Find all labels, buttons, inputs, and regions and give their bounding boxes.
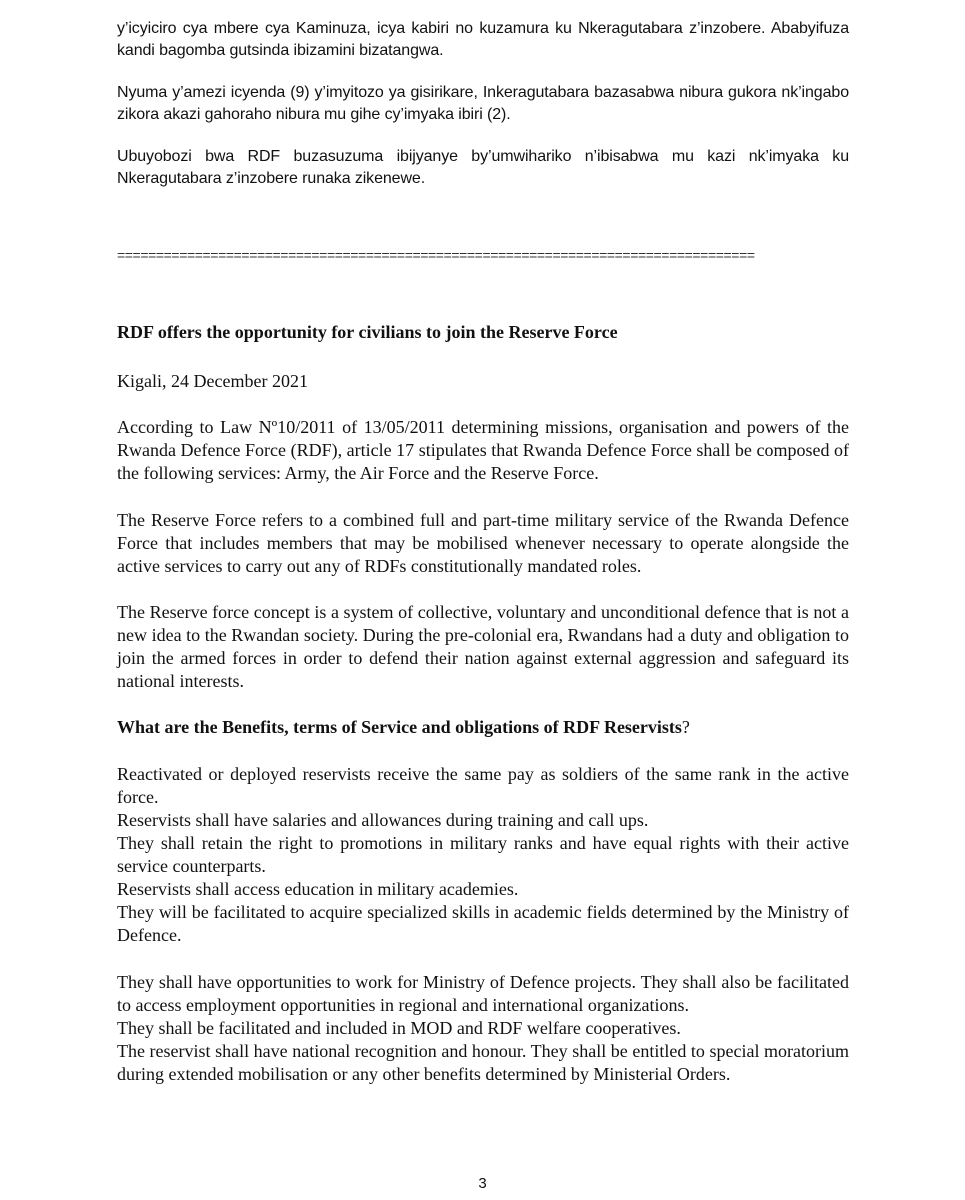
- kinyarwanda-paragraph-1: y’icyiciro cya mbere cya Kaminuza, icya kabiri no kuzamura ku Nkeragutabara z’inzobere. Ababyifuza kandi bagomba gutsinda ibizamini bizatangwa.: [117, 20, 849, 59]
- list-item: The reservist shall have national recognition and honour. They shall be entitled to special moratorium during extended mobilisation or any other benefits determined by Ministerial Orders.: [117, 1041, 849, 1084]
- benefits-heading-text: What are the Benefits, terms of Service and obligations of RDF Reservists: [117, 717, 682, 737]
- english-paragraph-1: According to Law Nº10/2011 of 13/05/2011 determining missions, organisation and powers of the Rwanda Defence Force (RDF), article 17 stipulates that Rwanda Defence Force shall be composed of the following services: Army, the Air Force and the Reserve Force.: [117, 417, 849, 483]
- benefits-list-2: [117, 971, 849, 1086]
- dateline: Kigali, 24 December 2021: [117, 371, 308, 391]
- english-paragraph-2: The Reserve Force refers to a combined full and part-time military service of the Rwanda Defence Force that includes members that may be mobilised whenever necessary to operate alongside the active services to carry out any of RDFs constitutionally mandated roles.: [117, 510, 849, 576]
- page-number: 3: [478, 1175, 487, 1192]
- kinyarwanda-paragraph-2: Nyuma y’amezi icyenda (9) y’imyitozo ya gisirikare, Inkeragutabara bazasabwa nibura gukora nk’ingabo zikora akazi gahoraho nibura mu gihe cy’imyaka ibiri (2).: [117, 84, 849, 123]
- list-item: They will be facilitated to acquire specialized skills in academic fields determined by the Ministry of Defence.: [117, 902, 849, 945]
- kinyarwanda-paragraph-3: Ubuyobozi bwa RDF buzasuzuma ibijyanye by’umwihariko n’ibisabwa mu kazi nk’imyaka ku Nkeragutabara z’inzobere runaka zikenewe.: [117, 148, 849, 187]
- list-item: They shall have opportunities to work for Ministry of Defence projects. They shall also be facilitated to access employment opportunities in regional and international organizations.: [117, 972, 849, 1015]
- list-item: They shall be facilitated and included in MOD and RDF welfare cooperatives.: [117, 1018, 681, 1038]
- article-title: RDF offers the opportunity for civilians to join the Reserve Force: [117, 322, 618, 342]
- benefits-heading-mark: ?: [681, 717, 690, 737]
- benefits-heading: [117, 716, 849, 739]
- list-item: Reservists shall access education in military academies.: [117, 879, 519, 899]
- list-item: Reactivated or deployed reservists receive the same pay as soldiers of the same rank in the active force.: [117, 764, 849, 807]
- english-paragraph-3: The Reserve force concept is a system of collective, voluntary and unconditional defence that is not a new idea to the Rwandan society. During the pre-colonial era, Rwandans had a duty and obligation to join the armed forces in order to defend their nation against external aggression and safeguard its national interests.: [117, 602, 849, 691]
- benefits-list-1: [117, 763, 849, 947]
- section-separator: ==================================================================================: [117, 247, 755, 263]
- list-item: Reservists shall have salaries and allowances during training and call ups.: [117, 810, 649, 830]
- list-item: They shall retain the right to promotions in military ranks and have equal rights with their active service counterparts.: [117, 833, 849, 876]
